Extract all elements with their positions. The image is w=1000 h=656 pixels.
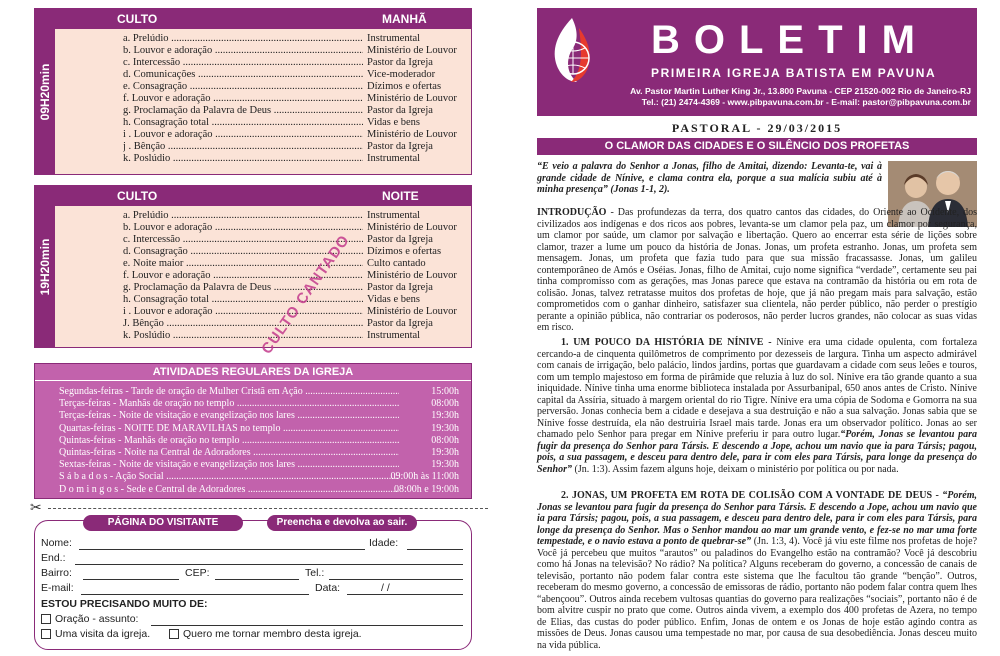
program-row <box>55 129 471 141</box>
cut-line <box>48 508 488 509</box>
activity-time: 08:00h <box>431 434 459 446</box>
church-logo-icon <box>543 14 601 86</box>
program-item: c. Intercessão ..... <box>123 57 363 69</box>
program-row <box>55 318 471 330</box>
program-responsible: Vidas e bens <box>367 117 421 128</box>
pastoral-intro <box>537 207 977 334</box>
program-item: g. Proclamação da Palavra de Deus ..... <box>123 105 363 117</box>
atividades-divider <box>35 380 471 381</box>
program-responsible: Pastor da Igreja <box>367 57 433 68</box>
program-item: e. Consagração ..... <box>123 81 363 93</box>
program-row <box>55 234 471 246</box>
section-1-end: (Jn. 1:3). Assim fazem alguns hoje, deixam o ministério por política ou por nada. <box>572 463 899 475</box>
program-row <box>55 246 471 258</box>
tel-label: Tel.: <box>305 567 325 579</box>
program-responsible: Ministério de Louvor <box>367 129 457 140</box>
activity-row <box>59 423 459 435</box>
program-row <box>55 117 471 129</box>
visita-checkbox[interactable] <box>41 629 51 639</box>
program-item: g. Proclamação da Palavra de Deus ..... <box>123 282 363 294</box>
activity-time: 19:30h <box>431 459 459 471</box>
activity-time: 19:30h <box>431 447 459 458</box>
program-responsible: Vidas e bens <box>367 294 421 305</box>
atividades-section <box>34 363 472 499</box>
activity-description: Terças-feiras - Noite de visitação e evangelização nos lares ..... <box>59 410 399 422</box>
program-row <box>55 57 471 69</box>
manha-col-culto: CULTO <box>117 12 158 26</box>
program-row <box>55 141 471 153</box>
manha-program-list <box>55 33 471 165</box>
tel-field[interactable] <box>329 579 463 580</box>
activity-time: 19:30h <box>431 422 459 434</box>
program-responsible: Ministério de Louvor <box>367 45 457 56</box>
program-item: i . Louvor e adoração ..... <box>123 129 363 141</box>
activity-description: Quartas-feiras - NOITE DE MARAVILHAS no templo ..... <box>59 423 399 435</box>
activity-row <box>59 484 459 496</box>
boletim-banner <box>537 8 977 116</box>
program-responsible: Culto cantado <box>367 258 426 269</box>
church-contact <box>565 86 971 108</box>
program-item: e. Noite maior ..... <box>123 258 363 270</box>
section-2-verse: “Porém, Jonas se levantou para fugir da presença do Senhor para Társis. E descendo a Jope, achou um navio que ia para Társis; pagou, pois, a sua passagem, e desceu para dentro dele, para ir com eles para Társis, para longe da presença do Senhor. Mas o Senhor mandou ao mar um grande vento, e fez-se no mar uma forte tempestade, e o navio estava a ponto de quebrar-se” <box>537 490 978 547</box>
noite-program-list <box>55 210 471 342</box>
end-label: End.: <box>41 552 66 564</box>
oracao-option <box>41 613 138 625</box>
idade-label: Idade: <box>369 537 399 549</box>
noite-time: 19H20min <box>38 238 52 295</box>
nome-label: Nome: <box>41 537 72 549</box>
manha-time: 09H20min <box>38 63 52 120</box>
pastoral-title: O CLAMOR DAS CIDADES E O SILÊNCIO DOS PROFETAS <box>537 138 977 155</box>
program-item: f. Louvor e adoração ..... <box>123 93 363 105</box>
program-row <box>55 306 471 318</box>
program-responsible: Vice-moderador <box>367 69 436 80</box>
program-responsible: Instrumental <box>367 330 421 341</box>
program-row <box>55 153 471 165</box>
program-responsible: Ministério de Louvor <box>367 222 457 233</box>
opening-verse: “E veio a palavra do Senhor a Jonas, filho de Amitai, dizendo: Levanta-te, vai à grande cidade de Nínive, e clama contra ela, porque a sua malícia subiu até à minha presença” (Jonas 1-1, 2). <box>537 161 882 195</box>
cep-field[interactable] <box>215 579 299 580</box>
activity-description: S á b a d o s - Ação Social ..... <box>59 471 399 483</box>
program-item: j . Bênção ..... <box>123 141 363 153</box>
activity-time: 19:30h <box>431 410 459 422</box>
activity-time: 08:00h <box>431 398 459 410</box>
program-row <box>55 222 471 234</box>
program-row <box>55 270 471 282</box>
program-item: J. Bênção ..... <box>123 318 363 330</box>
church-phone-web-email: Tel.: (21) 2474-4369 - www.pibpavuna.com.br - E-mail: pastor@pibpavuna.com.br <box>641 97 971 107</box>
program-responsible: Pastor da Igreja <box>367 282 433 293</box>
scissors-icon: ✂ <box>30 501 42 516</box>
membro-label: Quero me tornar membro desta igreja. <box>183 628 362 640</box>
program-row <box>55 282 471 294</box>
pastoral-section-1 <box>537 337 977 475</box>
program-item: a. Prelúdio ..... <box>123 33 363 45</box>
visitor-form <box>34 517 472 650</box>
program-item: h. Consagração total ..... <box>123 117 363 129</box>
section-2-heading: 2. JONAS, UM PROFETA EM ROTA DE COLISÃO COM A VONTADE DE DEUS - <box>561 490 939 501</box>
program-row <box>55 210 471 222</box>
program-row <box>55 258 471 270</box>
activity-row <box>59 398 459 410</box>
membro-option <box>169 628 362 640</box>
noite-header <box>55 186 471 206</box>
program-responsible: Instrumental <box>367 210 421 221</box>
program-item: b. Louvor e adoração ..... <box>123 222 363 234</box>
activity-description: Segundas-feiras - Tarde de oração de Mulher Cristã em Ação ..... <box>59 386 399 398</box>
pastoral-date: PASTORAL - 29/03/2015 <box>537 121 977 136</box>
program-responsible: Instrumental <box>367 153 421 164</box>
activity-description: Quintas-feiras - Noite na Central de Adoradores ..... <box>59 447 399 459</box>
noite-col-culto: CULTO <box>117 189 158 203</box>
activity-description: D o m i n g o s - Sede e Central de Adoradores ..... <box>59 484 399 496</box>
program-item: f. Louvor e adoração ..... <box>123 270 363 282</box>
data-separators: / / <box>381 582 390 594</box>
program-responsible: Ministério de Louvor <box>367 306 457 317</box>
precisando-heading: ESTOU PRECISANDO MUITO DE: <box>41 598 208 610</box>
email-field[interactable] <box>81 594 309 595</box>
pastoral-header <box>537 122 977 134</box>
program-responsible: Pastor da Igreja <box>367 318 433 329</box>
program-responsible: Ministério de Louvor <box>367 93 457 104</box>
activity-row <box>59 447 459 459</box>
program-item: c. Intercessão ..... <box>123 234 363 246</box>
end-field[interactable] <box>75 564 463 565</box>
activity-time: 15:00h <box>431 386 459 397</box>
program-row <box>55 45 471 57</box>
oracao-checkbox[interactable] <box>41 614 51 624</box>
program-responsible: Instrumental <box>367 33 421 44</box>
program-responsible: Dízimos e ofertas <box>367 246 442 257</box>
activity-row <box>59 459 459 471</box>
program-row <box>55 294 471 306</box>
section-1-verse: “Porém, Jonas se levantou para fugir da presença do Senhor para Társis. E descendo a Jope, achou um navio que ia para Társis; pagou, pois, a sua passagem, e desceu para dentro dele, para ir com eles para Társis, para longe da presença do Senhor” <box>537 429 977 475</box>
manha-time-sidebar <box>35 9 55 174</box>
activity-description: Terças-feiras - Manhãs de oração no templo ..... <box>59 398 399 410</box>
intro-label: INTRODUÇÃO <box>537 207 607 218</box>
oracao-label: Oração - assunto: <box>55 613 139 625</box>
program-item: k. Poslúdio ..... <box>123 153 363 165</box>
intro-text: - Das profundezas da terra, dos quatro cantos das cidades, do Oriente ao Ocidente, dos civilizados aos indígenas e dos ricos aos pobres, levanta-se um clamor pela paz, um clamor por segurança, um clamor por saúde, um clamor por salvação e libertação. Quero ao encerrar esta série de lições sobre clamor, trazer a lume um pouco da história de Jonas. Jonas, um profeta estranho. Jonas, um profeta sem mensagem. Jonas, um profeta que fazia tudo para que sua missão fracassasse. Jonas, um galileu contemporâneo de Amós e Oséias. Jonas, filho de Amitai, cujo nome significa “verdade”, certamente seu pai tinha compromisso com as gerações, mas Jonas parece que estava na contramão da história ou em rota de colisão. Jonas, talvez retratasse muitos dos profetas de hoje, que já não pregam mais para salvação, estão comprometidos com o ganhar dinheiro, satisfazer sua clientela, não perder público, não perder o prestígio perante a opinião pública, não contrariar os poderosos, não perder lucros grandes, não colocar as suas vidas em risco. <box>537 207 977 333</box>
nome-field[interactable] <box>79 549 365 550</box>
section-2-text: (Jn. 1:3, 4). Você já viu este filme nos profetas de hoje? Você já percebeu que muitos “arautos” ou paladinos do Evangelho estão na contramão? Você já descobriu como há Jonas na televisão? No rádio? Na política? Alguns receberam do governo, a concessão de canais de televisão, portanto não podem falar contra este sistema que lhe facultou tão grande “benção”. Outros, receberam do mesmo governo, a concessão de emissoras de rádio, portanto não podem falar contra quem lhes “abençoou”. Outros ainda recebem vultosas quantias do governo para realizações “sociais”, portanto não é de bom alvitre cuspir no prato que come. Outros ainda vivem, a exemplo dos 400 profetas de Azera, no tempo de Elias, das custas do poder público. Enfim, Jonas de ontem e os Jonas de hoje estão agindo contra as missões de Deus. Jonas causou uma tempestade no mar, por causa de sua desobediência. Jonas desceu muito na vida pública. <box>537 536 978 651</box>
activity-row <box>59 471 459 483</box>
visita-option <box>41 628 150 640</box>
activity-row <box>59 386 459 398</box>
program-row <box>55 93 471 105</box>
activity-description: Quintas-feiras - Manhãs de oração no templo ..... <box>59 435 399 447</box>
pastoral-section-2 <box>537 490 977 651</box>
atividades-title: ATIVIDADES REGULARES DA IGREJA <box>152 366 354 378</box>
noite-time-sidebar <box>35 186 55 347</box>
program-item: a. Prelúdio ..... <box>123 210 363 222</box>
section-1-heading: 1. UM POUCO DA HISTÓRIA DE NÍNIVE - <box>561 337 772 348</box>
program-responsible: Pastor da Igreja <box>367 234 433 245</box>
program-item: d. Comunicações ..... <box>123 69 363 81</box>
bairro-label: Bairro: <box>41 567 72 579</box>
bairro-field[interactable] <box>83 579 179 580</box>
idade-field[interactable] <box>407 549 463 550</box>
cep-label: CEP: <box>185 567 210 579</box>
membro-checkbox[interactable] <box>169 629 179 639</box>
church-name: PRIMEIRA IGREJA BATISTA EM PAVUNA <box>651 66 937 80</box>
program-item: h. Consagração total ..... <box>123 294 363 306</box>
activity-time: 09:00h às 11:00h <box>390 471 459 483</box>
noite-col-noite: NOITE <box>382 189 419 203</box>
visitor-form-instruction: Preencha e devolva ao sair. <box>267 515 417 531</box>
program-item: k. Poslúdio ..... <box>123 330 363 342</box>
program-item: i . Louvor e adoração ..... <box>123 306 363 318</box>
activity-description: Sextas-feiras - Noite de visitação e evangelização nos lares ..... <box>59 459 399 471</box>
data-field[interactable] <box>347 594 463 595</box>
email-label: E-mail: <box>41 582 74 594</box>
activity-row <box>59 410 459 422</box>
manha-header <box>55 9 471 29</box>
church-address: Av. Pastor Martin Luther King Jr., 13.800 Pavuna - CEP 21520-002 Rio de Janeiro-RJ <box>630 86 971 96</box>
visita-label: Uma visita da igreja. <box>55 628 151 640</box>
program-row <box>55 33 471 45</box>
program-responsible: Pastor da Igreja <box>367 141 433 152</box>
data-label: Data: <box>315 582 341 594</box>
culto-manha-section <box>34 8 472 175</box>
section-1-text: Nínive era uma cidade opulenta, com fortaleza cercando-a de cinquenta quilômetros de comprimento por dezesseis de largura. Tinha um aspecto admirável com canais de irrigação, belo palácio, lindos jardins, portas que guardavam a cidade com seus leões e touros, com um templo majestoso em forma de pirâmide que reluzia à luz do sol. Nínive era tão grande quanto a sua iniquidade. Nínive tinha uma enorme biblioteca instalada por Assurbanipal, 650 anos antes de Cristo. Nínive capital da Assíria, situado à margem oriental do rio Tigre. Nínive era uma cópia de Sodoma e Gomorra na sua perversão. Jonas conhecia bem a cidade e desejava a sua destruição e não a sua salvação. Jonas sabia que se Nínive fosse destruída, ela não destruiria Israel mais tarde. Jonas era um observador político. Jonas ao ser chamado pelo Senhor para pregar em Nínive preferiu ir para outro lugar. <box>537 337 978 440</box>
program-item: d. Consagração ..... <box>123 246 363 258</box>
program-responsible: Dízimos e ofertas <box>367 81 442 92</box>
manha-col-manha: MANHÃ <box>382 12 427 26</box>
pastoral-quote <box>537 161 882 196</box>
program-responsible: Ministério de Louvor <box>367 270 457 281</box>
program-row <box>55 105 471 117</box>
visitor-form-title: PÁGINA DO VISITANTE <box>83 515 243 531</box>
program-item: b. Louvor e adoração ..... <box>123 45 363 57</box>
program-row <box>55 69 471 81</box>
culto-noite-section <box>34 185 472 358</box>
activity-row <box>59 435 459 447</box>
oracao-field[interactable] <box>151 625 463 626</box>
culto-cantado-stamp: CULTO CANTADO <box>258 231 354 358</box>
program-responsible: Pastor da Igreja <box>367 105 433 116</box>
boletim-title: BOLETIM <box>651 18 929 62</box>
activity-time: 08:00h e 19:00h <box>394 483 459 495</box>
program-row <box>55 81 471 93</box>
